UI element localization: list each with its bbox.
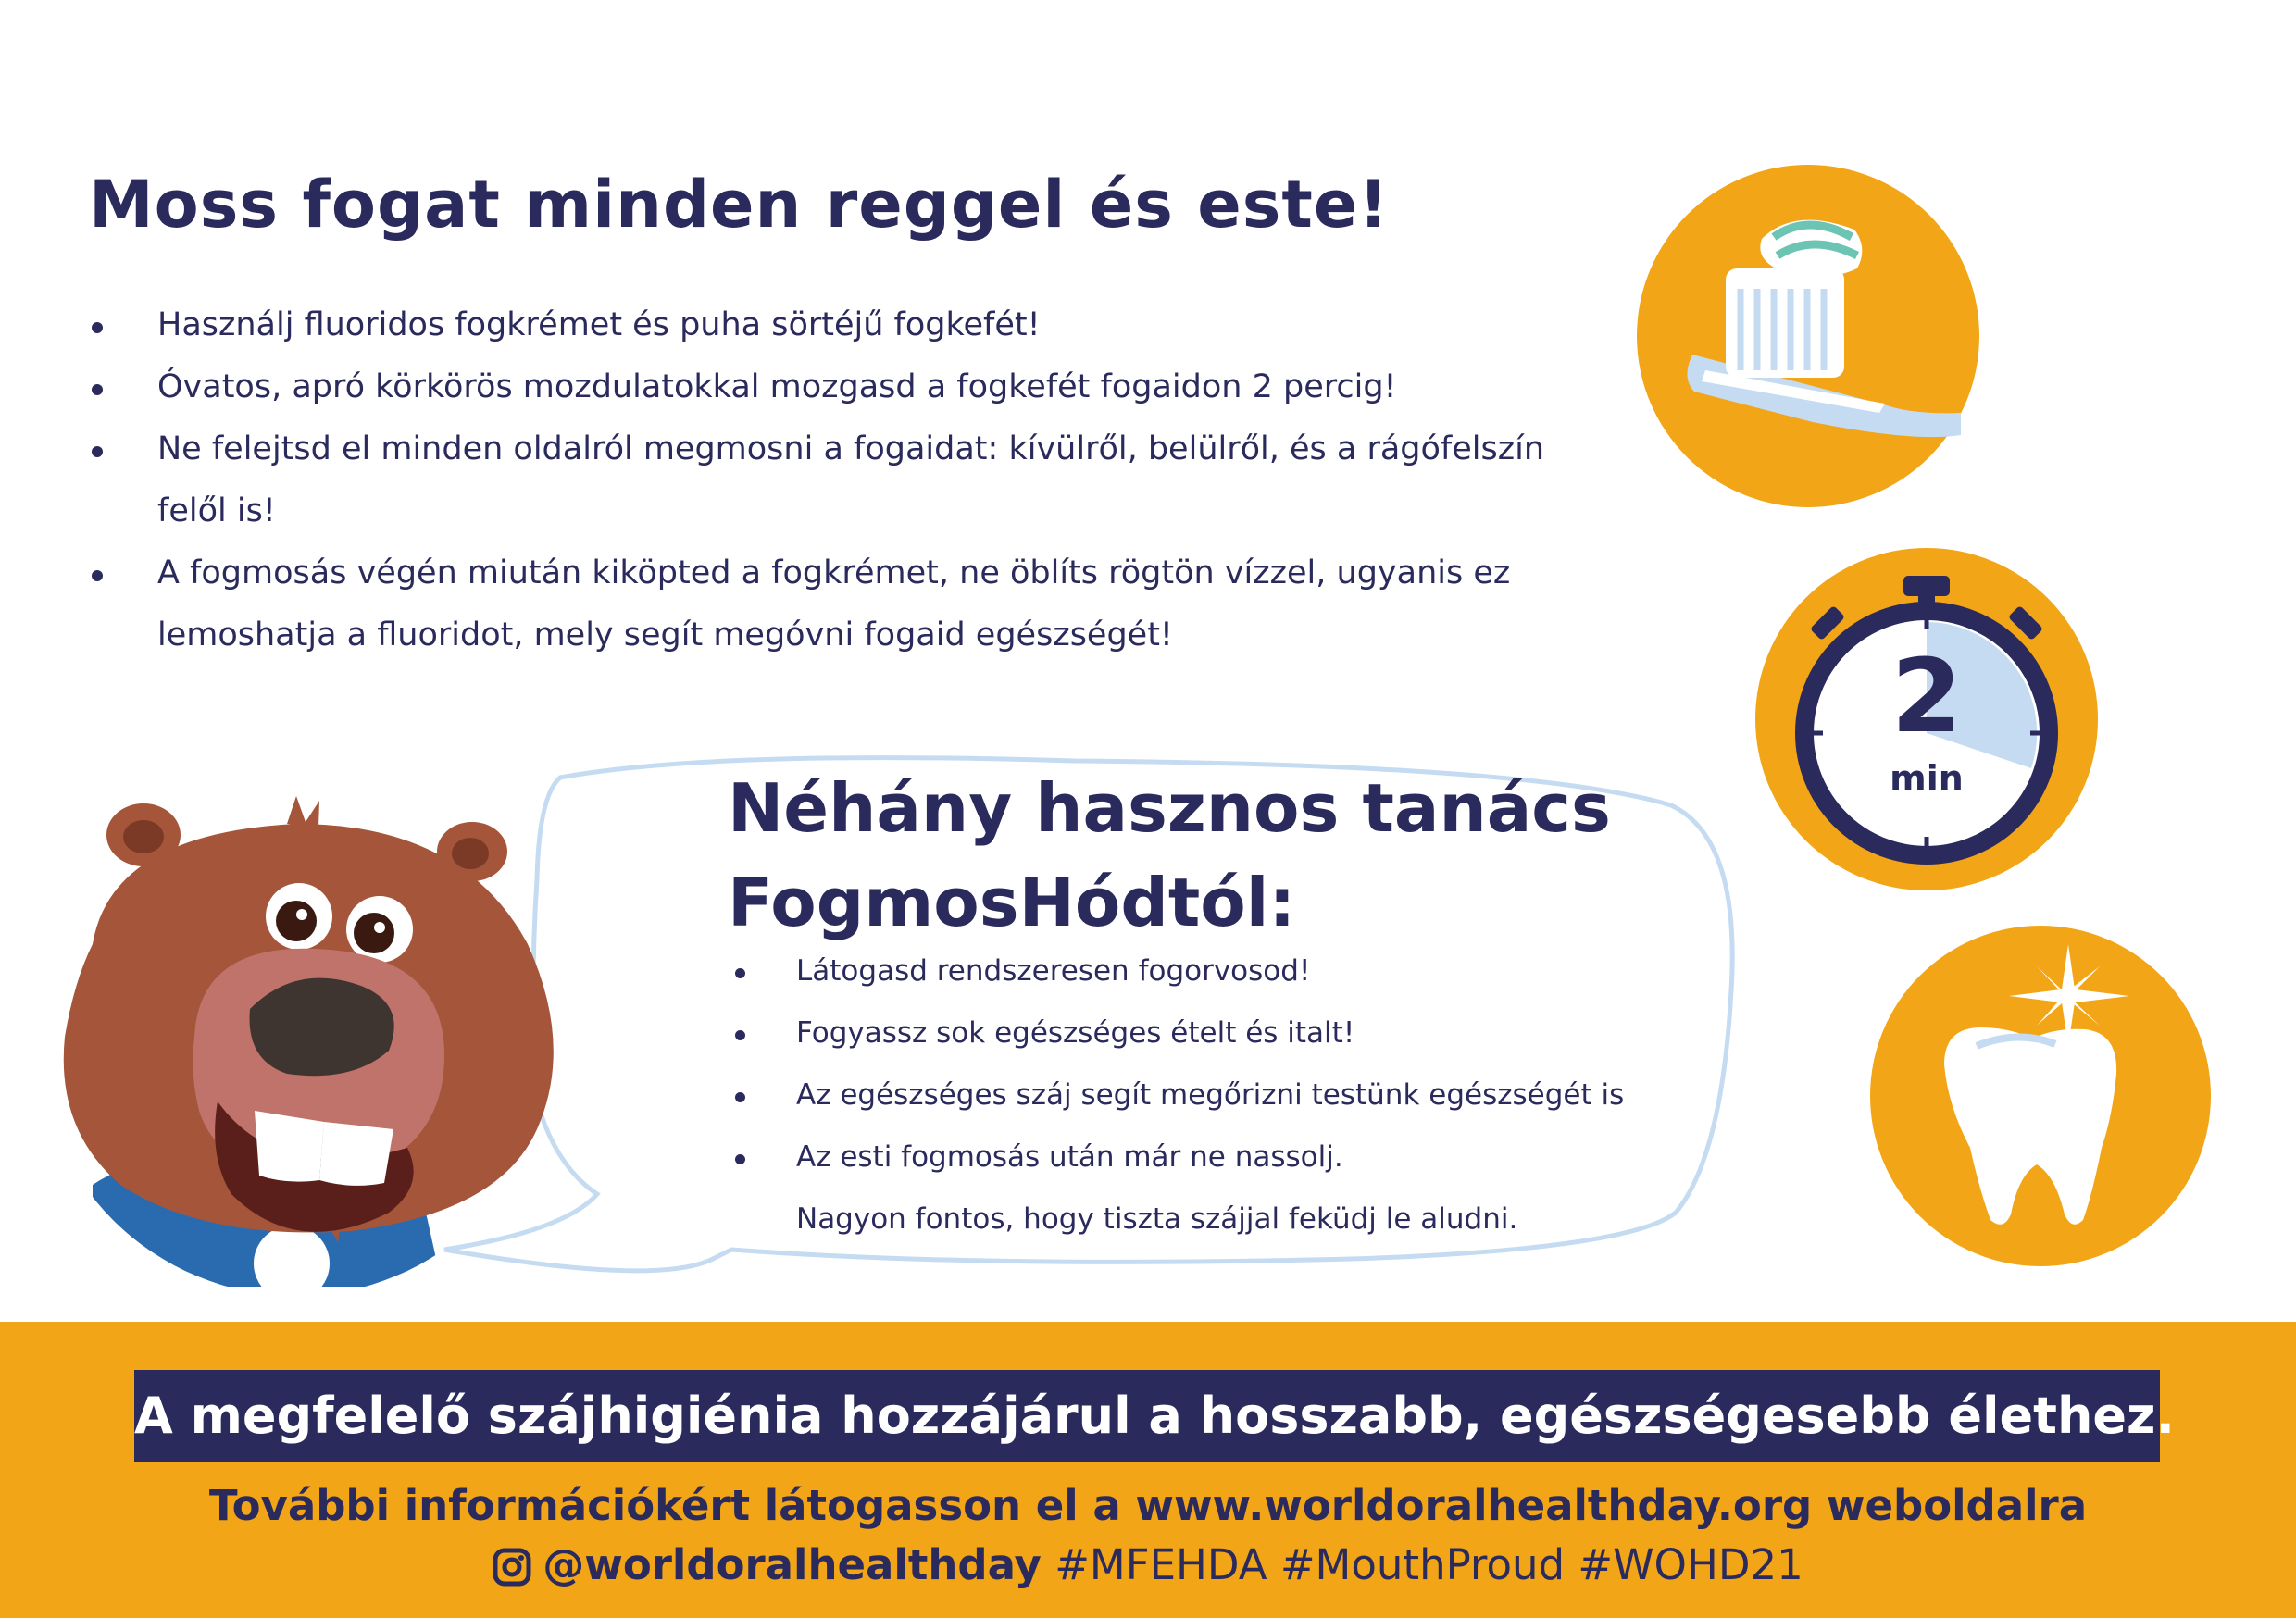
beaver-mascot [37, 796, 574, 1287]
list-item: Ne felejtsd el minden oldalról megmosni a fogaidat: kívülről, belülről, és a rágófelszín felől is! [89, 418, 1602, 542]
social-line [0, 1540, 2296, 1589]
list-item: Fogyassz sok egészséges ételt és italt! [728, 1002, 1709, 1064]
tips-title-line: Néhány hasznos tanács [728, 769, 1611, 847]
list-item: Nagyon fontos, hogy tiszta szájjal feküdj le aludni. [796, 1202, 1518, 1236]
tips-title-line: FogmosHódtól: [728, 864, 1296, 941]
social-handle: @worldoralhealthday [543, 1540, 1042, 1589]
list-item: Óvatos, apró körkörös mozdulatokkal mozgasd a fogkefét fogaidon 2 percig! [89, 356, 1589, 418]
timer-unit: min [1890, 758, 1964, 799]
stopwatch-icon [1755, 548, 2098, 890]
toothbrush-icon [1637, 165, 1979, 507]
beaver-tips-list [728, 940, 1709, 1251]
hashtags: #MFEHDA #MouthProud #WOHD21 [1054, 1540, 1803, 1589]
tips-title [728, 761, 1611, 950]
list-item: Az esti fogmosás után már ne nassolj. [728, 1126, 1709, 1189]
list-item: Az egészséges száj segít megőrizni testünk egészségét is [728, 1064, 1709, 1126]
list-item: A fogmosás végén miután kiköpted a fogkrémet, ne öblíts rögtön vízzel, ugyanis ez lemoshatja a fluoridot, mely segít megóvni fogaid egészségét! [89, 542, 1602, 666]
brushing-tips-list [89, 294, 1589, 666]
slogan-banner: A megfelelő szájhigiénia hozzájárul a hosszabb, egészségesebb élethez. [134, 1370, 2160, 1462]
main-title: Moss fogat minden reggel és este! [89, 167, 1390, 243]
shining-tooth-icon [1870, 926, 2211, 1266]
instagram-icon [493, 1548, 531, 1587]
list-item: Látogasd rendszeresen fogorvosod! [728, 940, 1709, 1002]
website-info: További információkért látogasson el a www.worldoralhealthday.org weboldalra [208, 1481, 2088, 1530]
list-item: Használj fluoridos fogkrémet és puha sörtéjű fogkefét! [89, 294, 1589, 356]
timer-number: 2 [1890, 637, 1963, 755]
footer [0, 1322, 2296, 1618]
